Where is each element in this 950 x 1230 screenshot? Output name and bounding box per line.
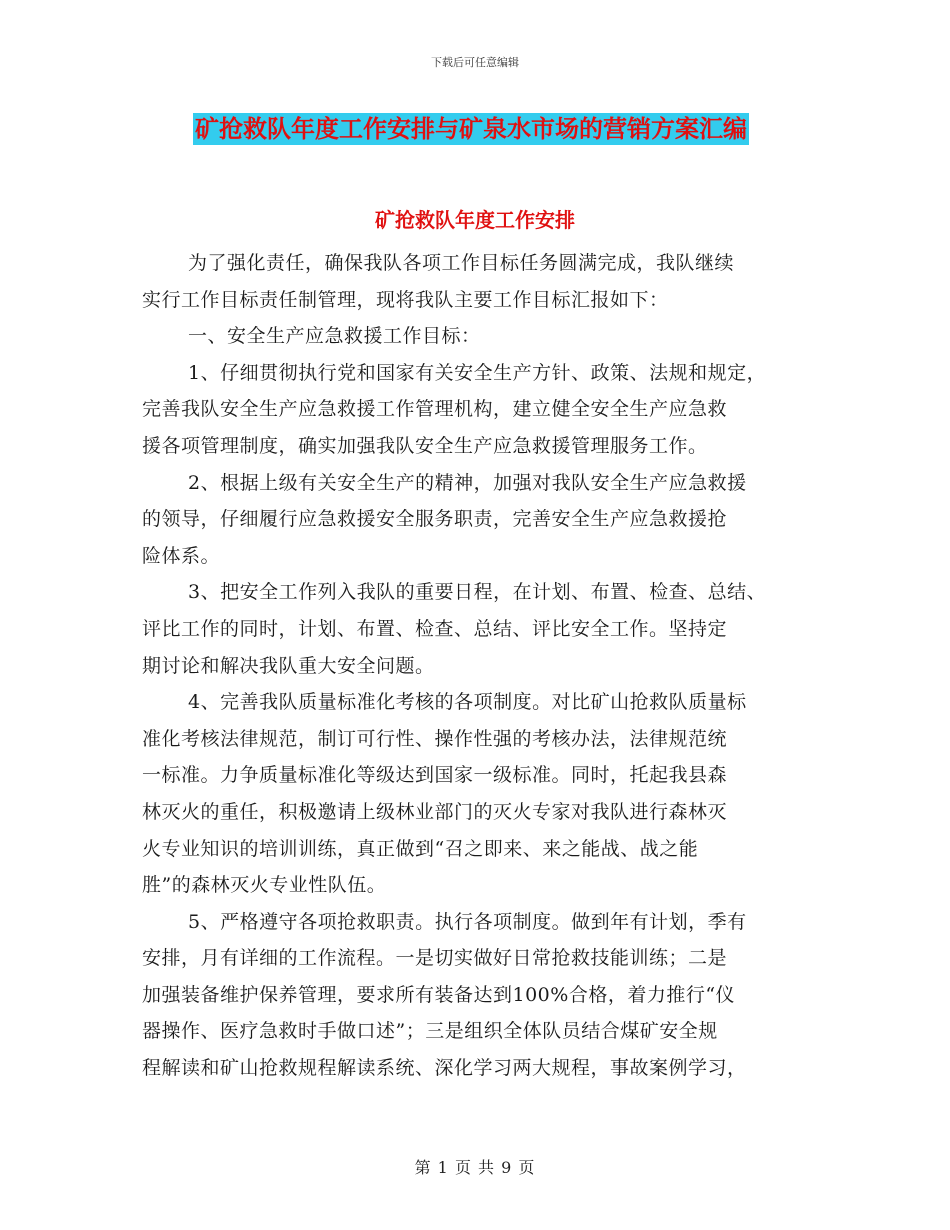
text-line: 胜”的森林灭火专业性队伍。: [142, 874, 387, 897]
text-line: 安排，月有详细的工作流程。一是切实做好日常抢救技能训练；二是: [142, 947, 728, 970]
text-line: 器操作、医疗急救时手做口述”；三是组织全体队员结合煤矿安全规: [142, 1020, 718, 1043]
text-line: 4、完善我队质量标准化考核的各项制度。对比矿山抢救队质量标: [188, 691, 747, 714]
text-line: 3、把安全工作列入我队的重要日程，在计划、布置、检查、总结、: [188, 581, 767, 604]
text-line: 2、根据上级有关安全生产的精神，加强对我队安全生产应急救援: [188, 471, 747, 494]
page-footer: 第 1 页 共 9 页: [414, 1158, 536, 1177]
text-line: 的领导，仔细履行应急救援安全服务职责，完善安全生产应急救援抢: [142, 508, 728, 531]
text-line: 险体系。: [142, 544, 221, 567]
text-line: 火专业知识的培训训练，真正做到“召之即来、来之能战、战之能: [142, 837, 699, 860]
text-line: 准化考核法律规范，制订可行性、操作性强的考核办法，法律规范统: [142, 727, 728, 750]
text-line: 1、仔细贯彻执行党和国家有关安全生产方针、政策、法规和规定，: [188, 361, 767, 384]
text-line: 加强装备维护保养管理，要求所有装备达到100%合格，着力推行“仪: [142, 983, 736, 1006]
text-line: 一标准。力争质量标准化等级达到国家一级标准。同时，托起我县森: [142, 764, 728, 787]
text-line: 评比工作的同时，计划、布置、检查、总结、评比安全工作。坚持定: [142, 617, 728, 640]
text-line: 5、严格遵守各项抢救职责。执行各项制度。做到年有计划，季有: [188, 910, 747, 933]
text-line: 林灭火的重任，积极邀请上级林业部门的灭火专家对我队进行森林灭: [142, 800, 728, 823]
text-line: 为了强化责任，确保我队各项工作目标任务圆满完成，我队继续: [188, 252, 735, 274]
section-title: 矿抢救队年度工作安排: [375, 208, 575, 232]
header-note: 下载后可任意编辑: [431, 56, 519, 69]
text-line: 期讨论和解决我队重大安全问题。: [142, 654, 435, 677]
text-line: 一、安全生产应急救援工作目标：: [188, 325, 481, 348]
text-line: 援各项管理制度，确实加强我队安全生产应急救援管理服务工作。: [142, 434, 708, 457]
document-title: 矿抢救队年度工作安排与矿泉水市场的营销方案汇编: [195, 115, 747, 143]
text-line: 完善我队安全生产应急救援工作管理机构，建立健全安全生产应急救: [142, 398, 728, 421]
text-line: 程解读和矿山抢救规程解读系统、深化学习两大规程，事故案例学习，: [142, 1057, 747, 1080]
body-text: [142, 245, 832, 1087]
text-line: 实行工作目标责任制管理，现将我队主要工作目标汇报如下：: [142, 288, 669, 311]
